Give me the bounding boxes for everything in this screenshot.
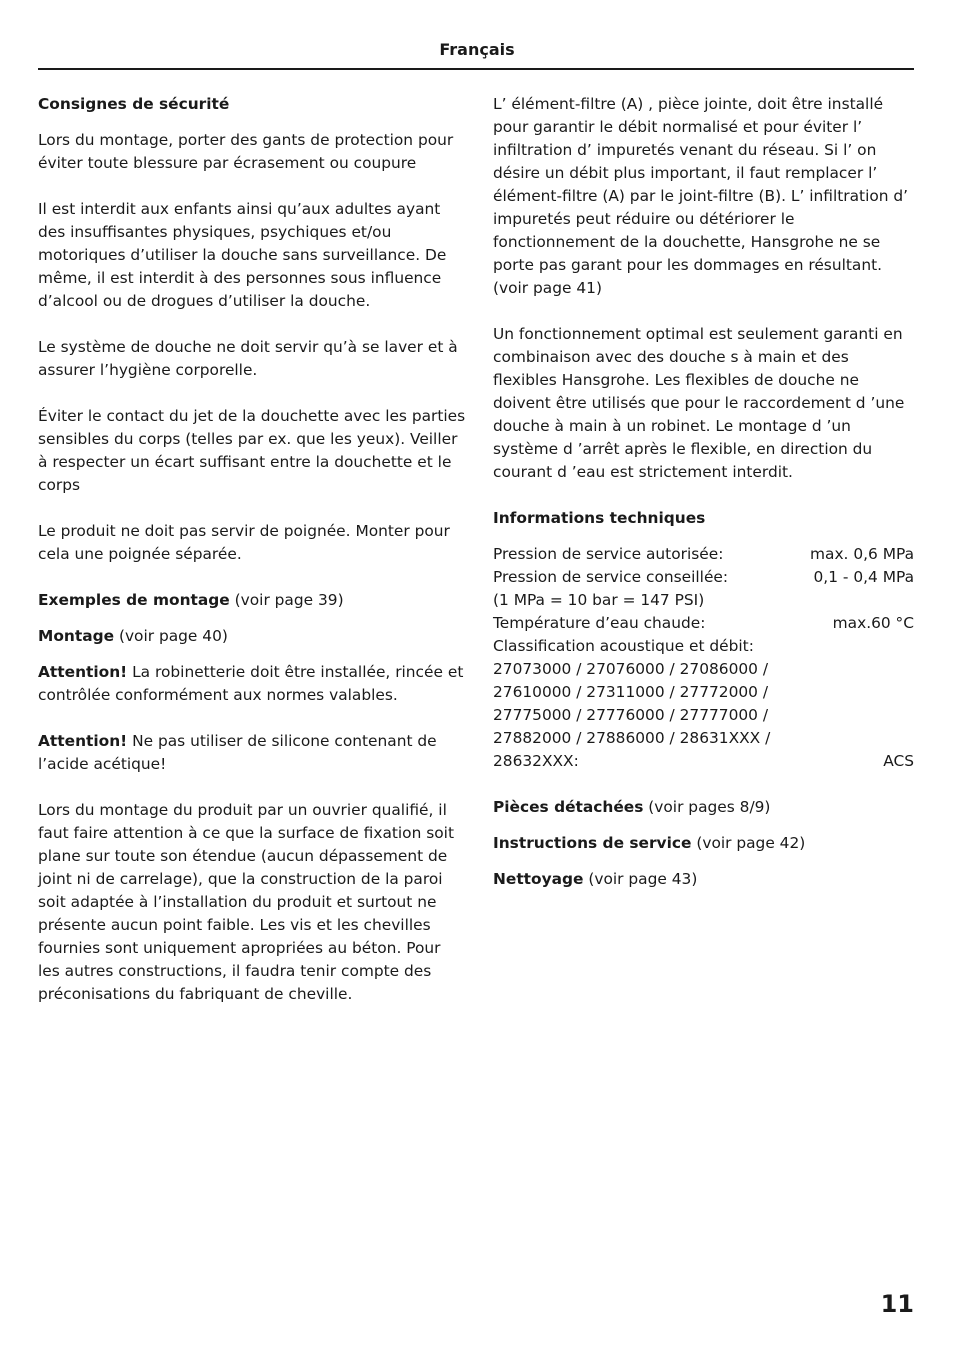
spec-label: Pression de service conseillée: xyxy=(493,568,729,586)
service-instructions-line xyxy=(493,832,914,855)
montage-label: Montage xyxy=(38,627,115,645)
examples-ref: (voir page 39) xyxy=(229,591,344,609)
optimal-function-paragraph: Un fonctionnement optimal est seulement garanti en combinaison avec des douche s à main et des flexibles Hansgrohe. Les flexibles de douche ne doivent être utilisés que pour le raccordement d ’une douche à main à un robinet. Le montage d ’un système d ’arrêt après le flexible, en direction du courant d ’eau est strictement interdit. xyxy=(493,325,905,481)
spec-row-acs xyxy=(493,750,914,773)
spec-models-line: 27073000 / 27076000 / 27086000 / xyxy=(493,660,769,678)
left-column xyxy=(38,93,466,1006)
attention-text: Ne pas utiliser de silicone contenant de l’acide acétique! xyxy=(38,732,437,773)
attention-label: Attention! xyxy=(38,663,128,681)
examples-line xyxy=(38,589,466,612)
spec-models-line: 27882000 / 27886000 / 28631XXX / xyxy=(493,729,771,747)
spec-acoustic-label: Classification acoustique et débit: xyxy=(493,637,754,655)
spare-parts-label: Pièces détachées xyxy=(493,798,644,816)
attention-label: Attention! xyxy=(38,732,128,750)
attention-silicone-paragraph xyxy=(38,730,466,776)
page-number: 11 xyxy=(880,1290,914,1318)
header-divider xyxy=(38,68,914,70)
spare-parts-ref: (voir pages 8/9) xyxy=(643,798,771,816)
installation-paragraph: Lors du montage du produit par un ouvrier qualifié, il faut faire attention à ce que la surface de fixation soit plane sur toute son étendue (aucun dépassement de joint ni de carrelage), que la construction de la paroi soit adaptée à l’installation du produit et surtout ne présente aucun point faible. Les vis et les chevilles fournies sont uniquement apropriées au béton. Pour les autres constructions, il faudra tenir compte des préconisations du fabriquant de cheville. xyxy=(38,801,454,1003)
cleaning-ref: (voir page 43) xyxy=(583,870,698,888)
spec-conversion: (1 MPa = 10 bar = 147 PSI) xyxy=(493,591,705,609)
tech-specs xyxy=(493,543,914,773)
spec-label: Pression de service autorisée: xyxy=(493,545,724,563)
examples-label: Exemples de montage xyxy=(38,591,230,609)
spec-row-pressure-allowed xyxy=(493,543,914,566)
filter-paragraph: L’ élément-filtre (A) , pièce jointe, doit être installé pour garantir le débit normalisé et pour éviter l’ infiltration d’ impuretés venant du réseau. Si l’ on désire un débit plus important, il faut remplacer l’ élément-filtre (A) par le joint-filtre (B). L’ infiltration d’ impuretés peut réduire ou détériorer le fonctionnement de la douchette, Hansgrohe ne se porte pas garant pour les dommages en résultant. (voir page 41) xyxy=(493,95,909,297)
spec-label: Température d’eau chaude: xyxy=(493,614,706,632)
cleaning-line xyxy=(493,868,914,891)
page-header-title: Français xyxy=(439,40,515,59)
service-instructions-label: Instructions de service xyxy=(493,834,692,852)
safety-paragraph-gloves: Lors du montage, porter des gants de protection pour éviter toute blessure par écrasement ou coupure xyxy=(38,131,454,172)
spec-models-line: 28632XXX: xyxy=(493,752,579,770)
montage-line xyxy=(38,625,466,648)
attention-install-paragraph xyxy=(38,661,466,707)
right-column xyxy=(493,93,914,891)
spare-parts-line xyxy=(493,796,914,819)
spec-value: 0,1 - 0,4 MPa xyxy=(813,568,914,586)
spec-row-pressure-recommended xyxy=(493,566,914,589)
tech-info-heading: Informations techniques xyxy=(493,509,706,527)
service-instructions-ref: (voir page 42) xyxy=(691,834,806,852)
spec-value-acs: ACS xyxy=(883,752,914,770)
attention-text: La robinetterie doit être installée, rincée et contrôlée conformément aux normes valables. xyxy=(38,663,464,704)
safety-paragraph-hygiene: Le système de douche ne doit servir qu’à se laver et à assurer l’hygiène corporelle. xyxy=(38,338,458,379)
montage-ref: (voir page 40) xyxy=(114,627,228,645)
cleaning-label: Nettoyage xyxy=(493,870,584,888)
spec-value: max.60 °C xyxy=(832,614,914,632)
safety-paragraph-handle: Le produit ne doit pas servir de poignée. Monter pour cela une poignée séparée. xyxy=(38,522,450,563)
spec-models-line: 27775000 / 27776000 / 27777000 / xyxy=(493,706,769,724)
safety-paragraph-eyes: Éviter le contact du jet de la douchette avec les parties sensibles du corps (telles par ex. que les yeux). Veiller à respecter un écart suffisant entre la douchette et le corps xyxy=(38,407,466,494)
spec-models-line: 27610000 / 27311000 / 27772000 / xyxy=(493,683,769,701)
safety-paragraph-children: Il est interdit aux enfants ainsi qu’aux adultes ayant des insuffisantes physiques, psychiques et/ou motoriques d’utiliser la douche sans surveillance. De même, il est interdit à des personnes sous influence d’alcool ou de drogues d’utiliser la douche. xyxy=(38,200,447,310)
spec-row-temperature xyxy=(493,612,914,635)
safety-heading: Consignes de sécurité xyxy=(38,95,230,113)
spec-value: max. 0,6 MPa xyxy=(810,545,914,563)
